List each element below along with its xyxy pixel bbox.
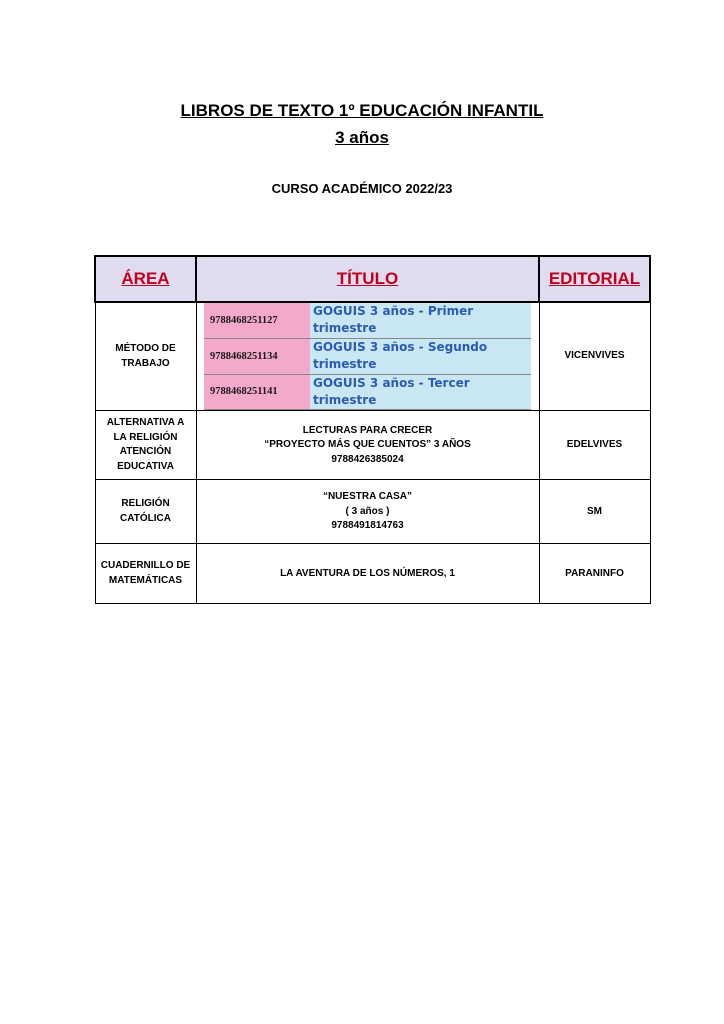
header-titulo: TÍTULO bbox=[196, 256, 539, 302]
isbn: 9788468251127 bbox=[204, 303, 310, 338]
area-cell: RELIGIÓN CATÓLICA bbox=[95, 480, 196, 544]
document-title: LIBROS DE TEXTO 1º EDUCACIÓN INFANTIL bbox=[180, 101, 544, 120]
title-line: ( 3 años ) bbox=[345, 505, 390, 517]
title-line: LA AVENTURA DE LOS NÚMEROS, 1 bbox=[280, 567, 455, 579]
book-name: GOGUIS 3 años - Tercer trimestre bbox=[310, 374, 531, 410]
academic-year: CURSO ACADÉMICO 2022/23 bbox=[271, 181, 453, 196]
document-subtitle-age: 3 años bbox=[335, 128, 389, 147]
editorial-cell: SM bbox=[539, 480, 650, 544]
goguis-item bbox=[204, 303, 531, 338]
goguis-item bbox=[204, 374, 531, 410]
isbn: 9788426385024 bbox=[331, 453, 404, 465]
area-cell: ALTERNATIVA A LA RELIGIÓN ATENCIÓN EDUCATIVA bbox=[95, 411, 196, 480]
goguis-list bbox=[204, 303, 531, 410]
table-header-row bbox=[95, 256, 650, 302]
title-cell bbox=[196, 480, 539, 544]
title-line: LECTURAS PARA CRECER bbox=[302, 424, 433, 436]
title-line: “NUESTRA CASA” bbox=[322, 491, 413, 503]
textbooks-table bbox=[94, 255, 651, 604]
isbn: 9788468251134 bbox=[204, 338, 310, 374]
area-cell: CUADERNILLO DE MATEMÁTICAS bbox=[95, 544, 196, 604]
title-cell bbox=[196, 411, 539, 480]
goguis-item bbox=[204, 338, 531, 374]
editorial-cell: VICENVIVES bbox=[539, 302, 650, 411]
title-cell bbox=[196, 302, 539, 411]
editorial-cell: EDELVIVES bbox=[539, 411, 650, 480]
table-row bbox=[95, 302, 650, 411]
book-name: GOGUIS 3 años - Primer trimestre bbox=[310, 303, 531, 338]
header-area: ÁREA bbox=[95, 256, 196, 302]
book-name: GOGUIS 3 años - Segundo trimestre bbox=[310, 338, 531, 374]
table-row bbox=[95, 480, 650, 544]
area-cell: MÉTODO DE TRABAJO bbox=[95, 302, 196, 411]
header-editorial: EDITORIAL bbox=[539, 256, 650, 302]
isbn: 9788468251141 bbox=[204, 374, 310, 410]
isbn: 9788491814763 bbox=[331, 520, 404, 532]
table-row bbox=[95, 544, 650, 604]
table-row bbox=[95, 411, 650, 480]
title-line: “PROYECTO MÁS QUE CUENTOS” 3 AÑOS bbox=[264, 439, 471, 451]
editorial-cell: PARANINFO bbox=[539, 544, 650, 604]
title-cell bbox=[196, 544, 539, 604]
